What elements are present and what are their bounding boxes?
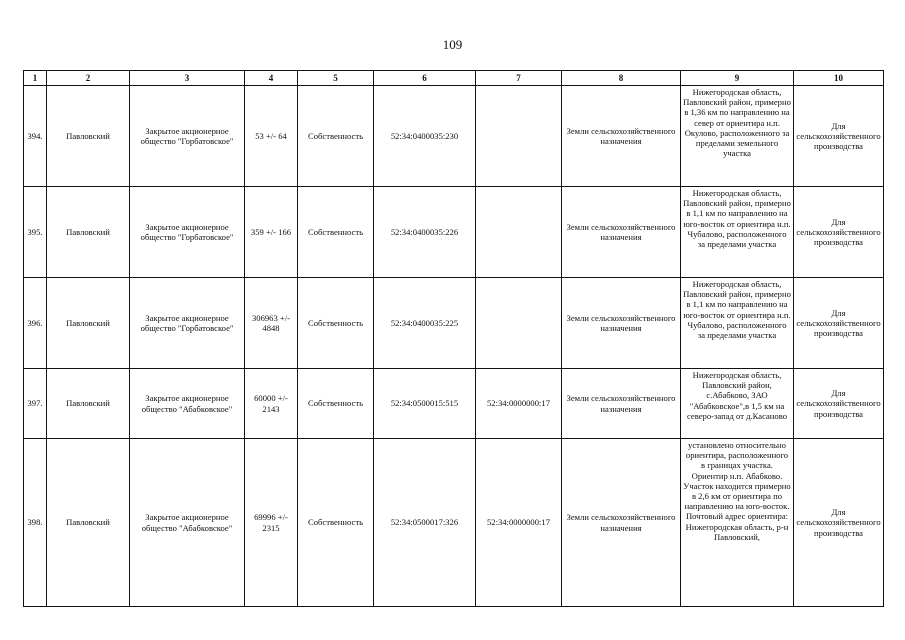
owner-cell: Закрытое акционерное общество "Горбатовское" (130, 187, 245, 278)
location-cell (681, 439, 794, 607)
header-row (24, 71, 884, 86)
column-header-6: 6 (374, 71, 476, 86)
column-header-4: 4 (245, 71, 298, 86)
permitted-use-cell: Для сельскохозяйственного производства (794, 439, 884, 607)
location-text: установлено относительно ориентира, расположенного в границах участка. Ориентир н.п. Абабково. Участок находится примерно в 2,6 км от ориентира по направлению на юго-восток. Почтовый адрес ориентира: Нижегородская область, р-н Павловский, (683, 440, 791, 542)
land-category-cell: Земли сельскохозяйственного назначения (562, 439, 681, 607)
parent-cadastral-cell: 52:34:0000000:17 (476, 439, 562, 607)
owner-cell: Закрытое акционерное общество "Абабковское" (130, 439, 245, 607)
permitted-use-cell: Для сельскохозяйственного производства (794, 278, 884, 369)
location-cell (681, 278, 794, 369)
table-row (24, 86, 884, 187)
table-row (24, 187, 884, 278)
location-cell (681, 187, 794, 278)
area-cell: 359 +/- 166 (245, 187, 298, 278)
cadastral-number-cell: 52:34:0400035:226 (374, 187, 476, 278)
area-cell: 60000 +/- 2143 (245, 369, 298, 439)
row-number: 396. (24, 278, 47, 369)
district-cell: Павловский (47, 187, 130, 278)
area-cell: 69996 +/- 2315 (245, 439, 298, 607)
location-text: Нижегородская область, Павловский район, примерно в 1,1 км по направлению на юго-восток от ориентира н.п. Чубалово, расположенного за пределами участка (683, 279, 791, 341)
location-text: Нижегородская область, Павловский район, с.Абабково, ЗАО "Абабковское",в 1,5 км на северо-запад от д.Касаново (686, 370, 787, 421)
right-cell: Собственность (298, 278, 374, 369)
owner-cell: Закрытое акционерное общество "Абабковское" (130, 369, 245, 439)
row-number: 394. (24, 86, 47, 187)
parent-cadastral-cell (476, 278, 562, 369)
location-text: Нижегородская область, Павловский район, примерно в 1,1 км по направлению на юго-восток от ориентира н.п. Чубалово, расположенного за пределами участка (683, 188, 791, 250)
district-cell: Павловский (47, 369, 130, 439)
row-number: 397. (24, 369, 47, 439)
district-cell: Павловский (47, 278, 130, 369)
cadastral-number-cell: 52:34:0400035:230 (374, 86, 476, 187)
owner-cell: Закрытое акционерное общество "Горбатовское" (130, 86, 245, 187)
column-header-10: 10 (794, 71, 884, 86)
area-cell: 53 +/- 64 (245, 86, 298, 187)
cadastral-number-cell: 52:34:0500015:515 (374, 369, 476, 439)
area-cell: 306963 +/- 4848 (245, 278, 298, 369)
column-header-3: 3 (130, 71, 245, 86)
location-cell (681, 86, 794, 187)
permitted-use-cell: Для сельскохозяйственного производства (794, 86, 884, 187)
land-category-cell: Земли сельскохозяйственного назначения (562, 278, 681, 369)
parent-cadastral-cell (476, 187, 562, 278)
column-header-9: 9 (681, 71, 794, 86)
parent-cadastral-cell (476, 86, 562, 187)
owner-cell: Закрытое акционерное общество "Горбатовское" (130, 278, 245, 369)
land-category-cell: Земли сельскохозяйственного назначения (562, 86, 681, 187)
land-registry-table (23, 70, 884, 607)
right-cell: Собственность (298, 86, 374, 187)
land-category-cell: Земли сельскохозяйственного назначения (562, 187, 681, 278)
table-row (24, 369, 884, 439)
column-header-7: 7 (476, 71, 562, 86)
column-header-2: 2 (47, 71, 130, 86)
location-text: Нижегородская область, Павловский район, примерно в 1,36 км по направлению на север от ориентира н.п. Окулово, расположенного за пределами земельного участка (683, 87, 791, 159)
row-number: 398. (24, 439, 47, 607)
district-cell: Павловский (47, 86, 130, 187)
page-number: 109 (442, 37, 463, 52)
row-number: 395. (24, 187, 47, 278)
cadastral-number-cell: 52:34:0500017:326 (374, 439, 476, 607)
column-header-1: 1 (24, 71, 47, 86)
table-row (24, 278, 884, 369)
district-cell: Павловский (47, 439, 130, 607)
permitted-use-cell: Для сельскохозяйственного производства (794, 369, 884, 439)
right-cell: Собственность (298, 369, 374, 439)
right-cell: Собственность (298, 439, 374, 607)
right-cell: Собственность (298, 187, 374, 278)
column-header-5: 5 (298, 71, 374, 86)
permitted-use-cell: Для сельскохозяйственного производства (794, 187, 884, 278)
land-category-cell: Земли сельскохозяйственного назначения (562, 369, 681, 439)
column-header-8: 8 (562, 71, 681, 86)
parent-cadastral-cell: 52:34:0000000:17 (476, 369, 562, 439)
table-row (24, 439, 884, 607)
cadastral-number-cell: 52:34:0400035:225 (374, 278, 476, 369)
location-cell (681, 369, 794, 439)
